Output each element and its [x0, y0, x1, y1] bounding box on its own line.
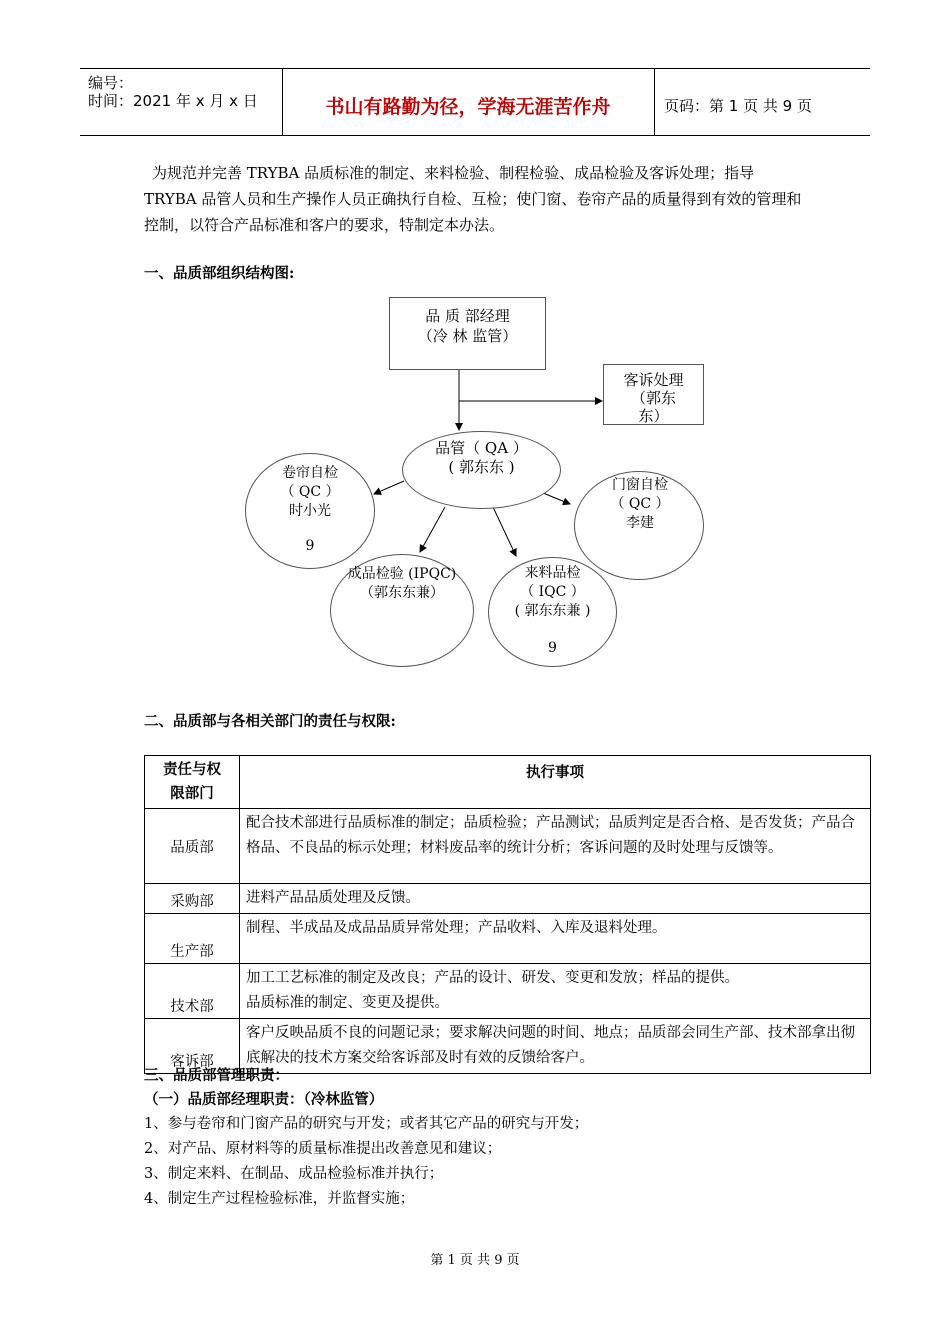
org-iqc-person: ( 郭东东兼 ): [514, 603, 591, 619]
org-door-qc-title: 门窗自检: [612, 477, 668, 493]
table-cell-items: 制程、半成品及成品品质异常处理；产品收料、入库及退料处理。: [240, 914, 871, 964]
table-cell-items: 进料产品品质处理及反馈。: [240, 884, 871, 914]
table-item-line: 加工工艺标准的制定及改良；产品的设计、研发、变更和发放；样品的提供。: [246, 970, 739, 986]
org-node-blind-qc: [245, 453, 375, 569]
org-node-complaint: [603, 364, 704, 425]
table-cell-dept: 技术部: [145, 964, 240, 1019]
org-iqc-title: 来料品检: [524, 565, 581, 581]
list-item: 3、制定来料、在制品、成品检验标准并执行；: [144, 1166, 444, 1182]
header-motto: 书山有路勤为径，学海无涯苦作舟: [325, 96, 611, 118]
table-header-row: [145, 756, 871, 809]
org-node-iqc: [488, 557, 617, 667]
org-blind-qc-role: （ QC ）: [280, 484, 340, 500]
list-item: 2、对产品、原材料等的质量标准提出改善意见和建议；: [144, 1141, 502, 1157]
org-complaint-person-cont: 东）: [638, 407, 669, 425]
section3-subtitle: （一）品质部经理职责：（冷林监管）: [144, 1091, 384, 1108]
table-row: [145, 964, 871, 1019]
org-iqc-mark: 9: [548, 640, 557, 656]
list-item: 1、参与卷帘和门窗产品的研究与开发；或者其它产品的研究与开发；: [144, 1116, 589, 1132]
org-manager-person: （冷 林 监管）: [417, 327, 518, 345]
org-node-manager: [389, 297, 546, 370]
table-row: [145, 809, 871, 884]
org-door-qc-person: 李建: [626, 515, 654, 531]
table-row: [145, 914, 871, 964]
org-door-qc-role: （ QC ）: [610, 496, 670, 512]
org-manager-title: 品 质 部经理: [425, 307, 510, 325]
doc-time-label: 时间：2021 年 x 月 x 日: [88, 92, 258, 110]
page-footer: 第 1 页 共 9 页: [430, 1253, 520, 1268]
table-header-dept-line2: 限部门: [170, 785, 214, 802]
org-blind-qc-mark: 9: [305, 538, 315, 554]
doc-number-label: 编号：: [88, 74, 134, 92]
section1-title: 一、品质部组织结构图:: [144, 265, 295, 282]
table-header-items: 执行事项: [240, 756, 871, 809]
page-indicator: 页码：第 1 页 共 9 页: [664, 97, 812, 115]
table-cell-items: [240, 964, 871, 1019]
table-cell-items: 客户反映品质不良的问题记录；要求解决问题的时间、地点；品质部会同生产部、技术部拿出彻底解决的技术方案交给客诉部及时有效的反馈给客户。: [240, 1019, 871, 1074]
table-cell-items: 配合技术部进行品质标准的制定；品质检验；产品测试；品质判定是否合格、是否发货；产品合格品、不良品的标示处理；材料废品率的统计分析；客诉问题的及时处理与反馈等。: [240, 809, 871, 884]
table-cell-dept: 品质部: [145, 809, 240, 884]
table-cell-dept: 客诉部: [145, 1019, 240, 1074]
responsibility-table: [144, 755, 871, 1074]
intro-paragraph: 为规范并完善 TRYBA 品质标准的制定、来料检验、制程检验、成品检验及客诉处理；指导 TRYBA 品管人员和生产操作人员正确执行自检、互检；使门窗、卷帘产品的质量得到有效的管理和控制，以符合产品标准和客户的要求，特制定本办法。: [144, 164, 802, 234]
org-ipqc-person: （郭东东兼）: [360, 585, 444, 601]
section2-title: 二、品质部与各相关部门的责任与权限:: [144, 713, 396, 730]
org-iqc-role: （ IQC ）: [520, 584, 585, 600]
table-cell-dept: 生产部: [145, 914, 240, 964]
org-qa-title: 品管（ QA ）: [435, 439, 528, 457]
table-cell-dept: 采购部: [145, 884, 240, 914]
section3-title: 三、品质部管理职责：: [144, 1067, 289, 1084]
org-node-qa: [402, 431, 561, 509]
table-header-dept-line1: 责任与权: [163, 761, 221, 778]
list-item: 4、制定生产过程检验标准，并监督实施；: [144, 1191, 415, 1207]
org-complaint-person: （郭东: [630, 389, 676, 407]
org-qa-person: ( 郭东东 ): [448, 458, 515, 476]
table-header-dept: [145, 756, 240, 809]
table-item-line: 品质标准的制定、变更及提供。: [246, 995, 449, 1011]
org-blind-qc-person: 时小光: [289, 503, 331, 519]
org-ipqc-title: 成品检验 (IPQC): [347, 566, 457, 582]
org-complaint-title: 客诉处理: [623, 371, 684, 389]
org-blind-qc-title: 卷帘自检: [282, 465, 338, 481]
table-row: [145, 884, 871, 914]
org-node-ipqc: [330, 554, 474, 667]
